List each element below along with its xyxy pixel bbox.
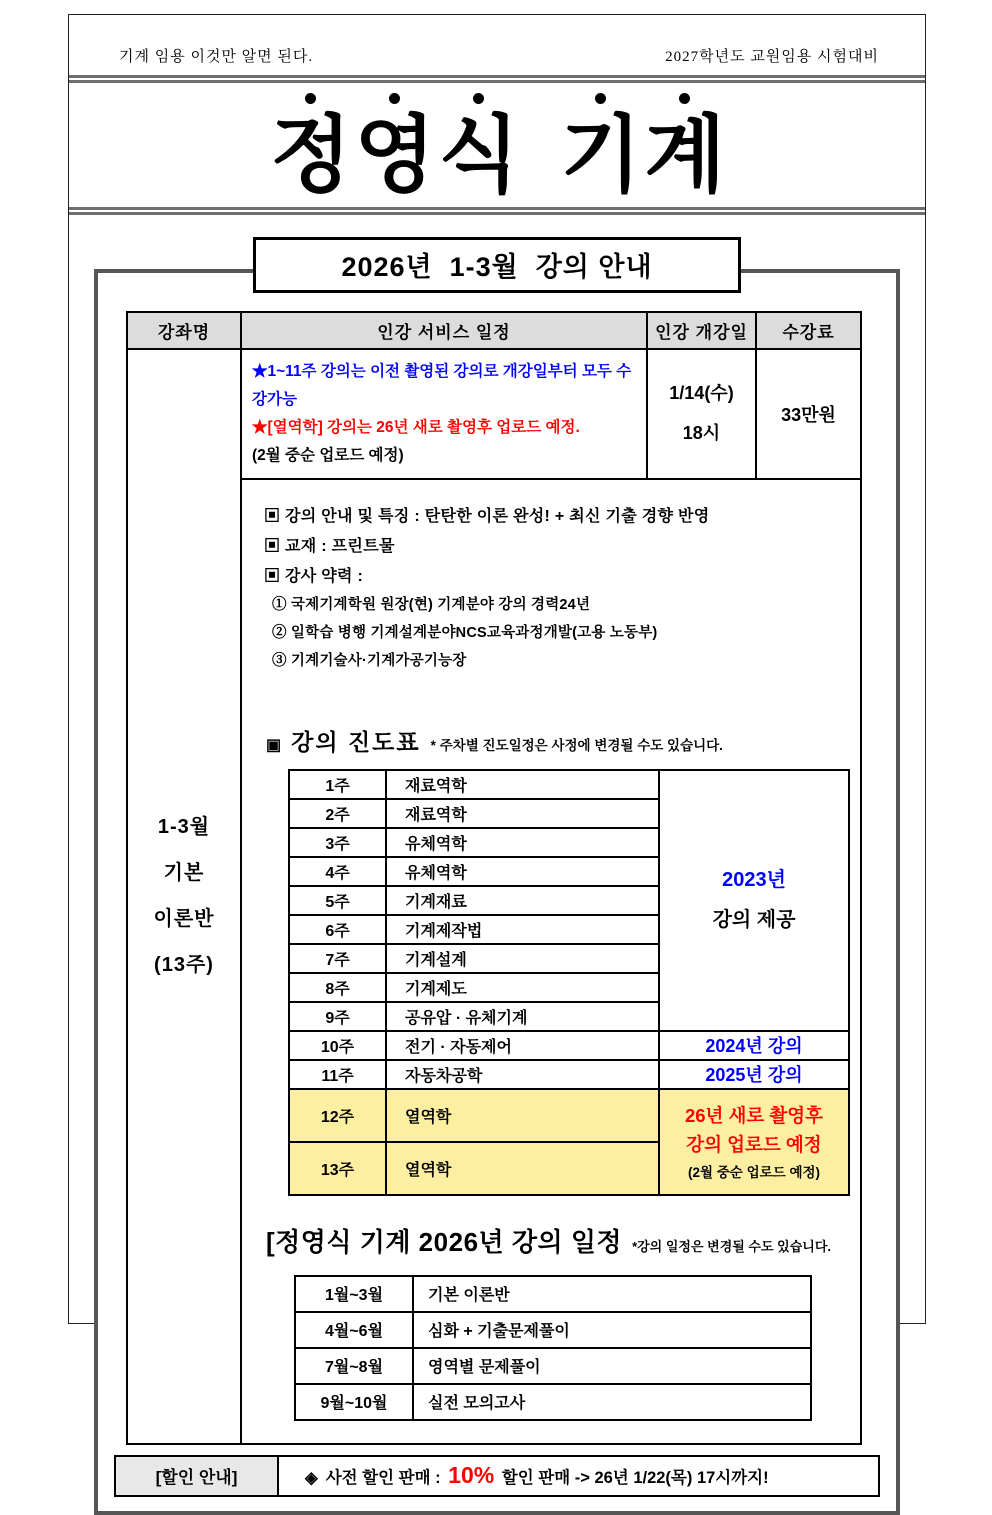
masthead-tagline-left: 기계 임용 이것만 알면 된다.	[119, 49, 314, 65]
info-line: ▣ 강사 약력 :	[264, 567, 364, 585]
subject-cell: 열역학	[386, 1089, 659, 1142]
note-new-line: (2월 중순 업로드 예정)	[687, 1165, 821, 1181]
open-date-cell	[647, 349, 756, 479]
service-note-blue: ★1~11주 강의는 이전 촬영된 강의로 개강일부터 모두 수강가능	[252, 363, 632, 408]
course-name-line: (13주)	[154, 954, 214, 977]
progress-heading-note: * 주차별 진도일정은 사정에 변경될 수도 있습니다.	[430, 737, 723, 753]
schedule-heading	[266, 1222, 852, 1259]
header-open-date: 인강 개강일	[647, 312, 756, 349]
service-note-red: ★[열역학] 강의는 26년 새로 촬영후 업로드 예정.	[252, 418, 580, 436]
diamond-icon: ◈	[305, 1469, 318, 1488]
note-new-line: 강의 업로드 예정	[686, 1133, 822, 1155]
subject-cell: 재료역학	[386, 799, 659, 828]
discount-text-suffix: 할인 판매 -> 26년 1/22(목) 17시까지!	[497, 1469, 769, 1488]
dot-icon	[473, 93, 484, 104]
header-service-schedule: 인강 서비스 일정	[241, 312, 647, 349]
title-char	[642, 93, 726, 202]
schedule-period-cell: 9월~10월	[295, 1384, 413, 1420]
subject-cell: 재료역학	[386, 770, 659, 799]
title-char-text: 계	[644, 108, 724, 202]
progress-row-highlighted	[289, 1089, 849, 1142]
info-line: ▣ 교재 : 프린트물	[264, 537, 395, 555]
course-detail-cell	[241, 479, 861, 1444]
week-cell: 10주	[289, 1031, 386, 1060]
title-char-text: 기	[560, 108, 640, 202]
note-2023-label: 강의 제공	[712, 909, 796, 932]
service-schedule-cell	[241, 349, 647, 479]
dot-icon	[679, 93, 690, 104]
schedule-table	[294, 1275, 812, 1421]
note-new-line: 26년 새로 촬영후	[684, 1104, 824, 1126]
discount-label: [할인 안내]	[115, 1456, 278, 1496]
course-name-line: 이론반	[153, 908, 215, 931]
subject-cell: 유체역학	[386, 828, 659, 857]
dot-icon	[305, 93, 316, 104]
note-2023-cell	[659, 770, 849, 1031]
week-cell: 11주	[289, 1060, 386, 1089]
schedule-row	[295, 1348, 811, 1384]
masthead-tagline-right: 2027학년도 교원임용 시험대비	[665, 49, 879, 65]
schedule-row	[295, 1312, 811, 1348]
page-frame	[68, 14, 926, 1489]
week-cell: 13주	[289, 1142, 386, 1195]
note-2024-cell: 2024년 강의	[659, 1031, 849, 1060]
schedule-row	[295, 1384, 811, 1420]
week-cell: 2주	[289, 799, 386, 828]
schedule-period-cell: 7월~8월	[295, 1348, 413, 1384]
header-fee: 수강료	[756, 312, 861, 349]
square-bullet-icon: ▣	[266, 736, 282, 754]
subject-cell: 유체역학	[386, 857, 659, 886]
title-char	[352, 93, 436, 202]
week-cell: 1주	[289, 770, 386, 799]
progress-row	[289, 1060, 849, 1089]
progress-row	[289, 770, 849, 799]
title-char	[268, 93, 352, 202]
subject-cell: 기계재료	[386, 886, 659, 915]
header-divider	[69, 75, 925, 83]
course-name-line: 기본	[163, 862, 205, 885]
week-cell: 6주	[289, 915, 386, 944]
course-table-row	[127, 349, 861, 479]
note-new-upload-cell	[659, 1089, 849, 1195]
title-char-text: 식	[438, 108, 518, 202]
course-name-cell	[127, 349, 241, 1444]
schedule-period-cell: 4월~6월	[295, 1312, 413, 1348]
week-cell: 9주	[289, 1002, 386, 1031]
title-char-text: 영	[354, 108, 434, 202]
service-note-black: (2월 중순 업로드 예정)	[252, 446, 404, 464]
note-2023-year: 2023년	[722, 869, 786, 892]
discount-strip	[114, 1455, 880, 1497]
discount-text	[278, 1456, 879, 1496]
subject-cell: 공유압 · 유체기계	[386, 1002, 659, 1031]
progress-table	[288, 769, 850, 1196]
course-name-line: 1-3월	[157, 816, 211, 839]
main-title	[69, 91, 925, 202]
subject-cell: 기계설계	[386, 944, 659, 973]
schedule-content-cell: 실전 모의고사	[413, 1384, 811, 1420]
week-cell: 4주	[289, 857, 386, 886]
discount-percentage: 10%	[448, 1462, 495, 1489]
subject-cell: 전기 · 자동제어	[386, 1031, 659, 1060]
fee-cell: 33만원	[756, 349, 861, 479]
week-cell: 8주	[289, 973, 386, 1002]
progress-row	[289, 1031, 849, 1060]
note-2025-cell: 2025년 강의	[659, 1060, 849, 1089]
progress-heading	[266, 724, 852, 757]
progress-heading-text: 강의 진도표	[291, 728, 421, 755]
course-table-header-row	[127, 312, 861, 349]
schedule-period-cell: 1월~3월	[295, 1276, 413, 1312]
week-cell: 7주	[289, 944, 386, 973]
subject-cell: 기계제작법	[386, 915, 659, 944]
schedule-row	[295, 1276, 811, 1312]
course-table	[126, 311, 862, 1445]
subject-cell: 열역학	[386, 1142, 659, 1195]
dot-icon	[595, 93, 606, 104]
notice-title-box: 2026년 1-3월 강의 안내	[253, 237, 741, 293]
discount-row	[115, 1456, 879, 1496]
schedule-content-cell: 기본 이론반	[413, 1276, 811, 1312]
open-date-line: 1/14(수)	[669, 383, 734, 404]
subject-cell: 자동차공학	[386, 1060, 659, 1089]
subject-cell: 기계제도	[386, 973, 659, 1002]
career-line: ① 국제기계학원 원장(현) 기계분야 강의 경력24년	[272, 596, 591, 613]
week-cell: 5주	[289, 886, 386, 915]
masthead	[69, 45, 925, 72]
discount-text-prefix: 사전 할인 판매 :	[325, 1469, 446, 1488]
schedule-heading-text: [정영식 기계 2026년 강의 일정	[266, 1226, 623, 1257]
info-line: ▣ 강의 안내 및 특징 : 탄탄한 이론 완성! + 최신 기출 경향 반영	[264, 507, 710, 525]
title-char	[436, 93, 520, 202]
schedule-content-cell: 영역별 문제풀이	[413, 1348, 811, 1384]
schedule-heading-note: *강의 일정은 변경될 수도 있습니다.	[632, 1238, 831, 1254]
header-course-name: 강좌명	[127, 312, 241, 349]
week-cell: 12주	[289, 1089, 386, 1142]
content-outer-box	[94, 269, 900, 1515]
career-line: ② 일학습 병행 기계설계분야NCS교육과정개발(고용 노동부)	[272, 624, 658, 641]
career-line: ③ 기계기술사·기계가공기능장	[272, 652, 467, 669]
title-char-text: 정	[270, 108, 350, 202]
open-date-line: 18시	[682, 422, 721, 443]
week-cell: 3주	[289, 828, 386, 857]
dot-icon	[389, 93, 400, 104]
schedule-content-cell: 심화 + 기출문제풀이	[413, 1312, 811, 1348]
title-char	[558, 93, 642, 202]
title-divider	[69, 207, 925, 215]
